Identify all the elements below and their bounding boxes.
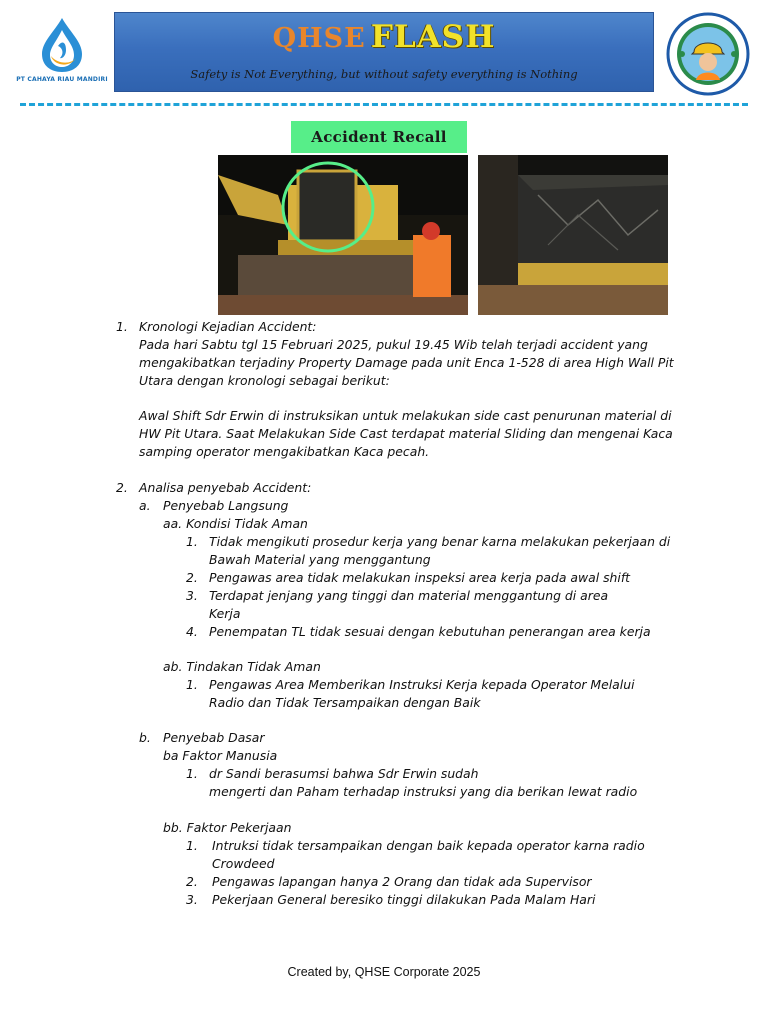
water-drop-logo-icon bbox=[36, 16, 88, 74]
section1-number: 1. bbox=[116, 319, 128, 334]
bb-item1-line2: Crowdeed bbox=[212, 856, 275, 871]
worker-safety-emblem-icon bbox=[666, 12, 750, 96]
banner-tagline: Safety is Not Everything, but without safety everything is Nothing bbox=[190, 67, 578, 81]
company-caption: PT CAHAYA RIAU MANDIRI bbox=[16, 76, 108, 83]
section2-a-title: Penyebab Langsung bbox=[163, 498, 289, 513]
section2-ba-title: ba Faktor Manusia bbox=[163, 748, 278, 763]
section2-bb-title: bb. Faktor Pekerjaan bbox=[163, 820, 292, 835]
section1-para2-line2: HW Pit Utara. Saat Melakukan Side Cast terdapat material Sliding dan mengenai Kaca bbox=[139, 426, 673, 441]
section1-para1-line1: Pada hari Sabtu tgl 15 Februari 2025, pukul 19.45 Wib telah terjadi accident yang bbox=[139, 337, 648, 352]
bb-item2-line1: Pengawas lapangan hanya 2 Orang dan tidak ada Supervisor bbox=[212, 874, 592, 889]
section2-a-marker: a. bbox=[139, 498, 151, 513]
bb-item1-line1: Intruksi tidak tersampaikan dengan baik kepada operator karna radio bbox=[212, 838, 645, 853]
section1-title: Kronologi Kejadian Accident: bbox=[139, 319, 317, 334]
aa-item3-line1: Terdapat jenjang yang tinggi dan material menggantung di area bbox=[209, 588, 609, 603]
section2-number: 2. bbox=[116, 480, 128, 495]
bb-item2-number: 2. bbox=[186, 874, 198, 889]
aa-item2-line1: Pengawas area tidak melakukan inspeksi area kerja pada awal shift bbox=[209, 570, 631, 585]
section1-para2-line3: samping operator mengakibatkan Kaca pecah. bbox=[139, 444, 430, 459]
section1-para1-line3: Utara dengan kronologi sebagai berikut: bbox=[139, 373, 390, 388]
aa-item2-number: 2. bbox=[186, 570, 198, 585]
company-logo bbox=[16, 14, 108, 94]
bb-item3-number: 3. bbox=[186, 892, 198, 907]
section2-aa-title: aa. Kondisi Tidak Aman bbox=[163, 516, 308, 531]
aa-item4-number: 4. bbox=[186, 624, 198, 639]
header-divider bbox=[20, 103, 748, 106]
excavator-cabin-photo bbox=[218, 155, 468, 315]
bb-item3-line1: Pekerjaan General beresiko tinggi dilakukan Pada Malam Hari bbox=[212, 892, 596, 907]
section1-para1-line2: mengakibatkan terjadiny Property Damage pada unit Enca 1-528 di area High Wall Pit bbox=[139, 355, 674, 370]
section2-title: Analisa penyebab Accident: bbox=[139, 480, 312, 495]
ab-item1-line2: Radio dan Tidak Tersampaikan dengan Baik bbox=[209, 695, 481, 710]
footer-credit: Created by, QHSE Corporate 2025 bbox=[287, 965, 481, 979]
ab-item1-line1: Pengawas Area Memberikan Instruksi Kerja kepada Operator Melalui bbox=[209, 677, 635, 692]
ba-item1-line1: dr Sandi berasumsi bahwa Sdr Erwin sudah bbox=[209, 766, 479, 781]
section2-ab-title: ab. Tindakan Tidak Aman bbox=[163, 659, 321, 674]
aa-item4-line1: Penempatan TL tidak sesuai dengan kebutuhan penerangan area kerja bbox=[209, 624, 651, 639]
section2-b-marker: b. bbox=[139, 730, 151, 745]
banner-title-qhse: QHSE bbox=[272, 23, 366, 54]
ba-item1-line2: mengerti dan Paham terhadap instruksi yang dia berikan lewat radio bbox=[209, 784, 638, 799]
banner-title-flash: FLASH bbox=[370, 19, 496, 55]
bb-item1-number: 1. bbox=[186, 838, 198, 853]
ba-item1-number: 1. bbox=[186, 766, 198, 781]
accident-recall-heading bbox=[291, 121, 467, 153]
section2-b-title: Penyebab Dasar bbox=[163, 730, 265, 745]
aa-item1-line1: Tidak mengikuti prosedur kerja yang benar karna melakukan pekerjaan di bbox=[209, 534, 671, 549]
broken-glass-photo bbox=[478, 155, 668, 315]
qhse-flash-banner bbox=[114, 12, 654, 92]
ab-item1-number: 1. bbox=[186, 677, 198, 692]
safety-emblem bbox=[666, 12, 750, 96]
section1-para2-line1: Awal Shift Sdr Erwin di instruksikan untuk melakukan side cast penurunan material di bbox=[139, 408, 672, 423]
banner-title bbox=[115, 19, 653, 55]
aa-item1-line2: Bawah Material yang menggantung bbox=[209, 552, 431, 567]
excavator-photo-image bbox=[218, 155, 468, 315]
accident-recall-label: Accident Recall bbox=[311, 128, 447, 146]
aa-item3-number: 3. bbox=[186, 588, 198, 603]
aa-item1-number: 1. bbox=[186, 534, 198, 549]
broken-glass-photo-image bbox=[478, 155, 668, 315]
aa-item3-line2: Kerja bbox=[209, 606, 241, 621]
